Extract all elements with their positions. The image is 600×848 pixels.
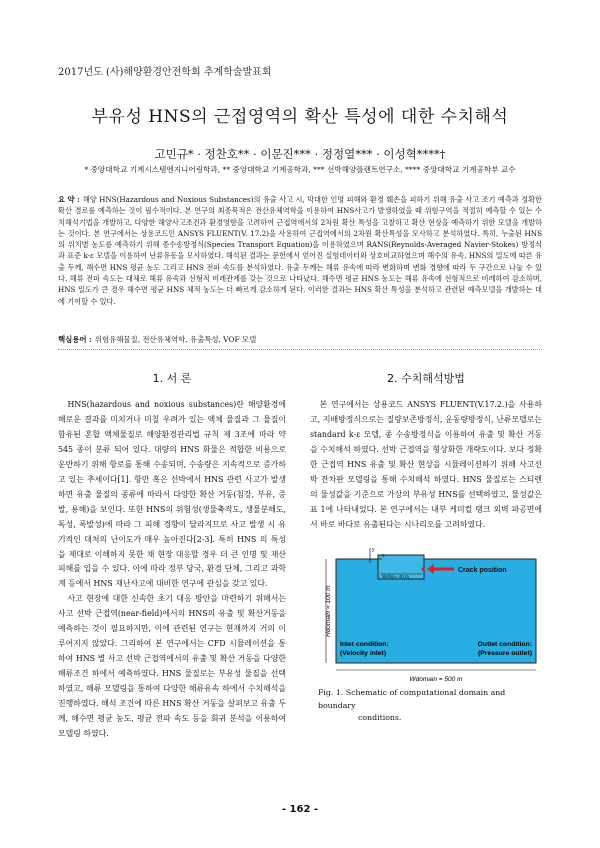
introduction-paragraph: 사고 현장에 대한 신속한 초기 대응 방안을 마련하기 위해서는 사고 선박 근접역(near-field)에서의 HNS의 유출 및 확산거동을 예측하는 것이 필요하지만, 이에 관련된 연구는 현재까지 거의 이루어지지 않았다. 그리하여 본 연구에서는 CFD 시뮬레이션을 통하여 HNS 별 사고 선박 근접역에서의 유출 및 확산 거동을 다양한 해류조건 하에서 예측하였다. HNS 물질로는 부유성 물질을 선택하였고, 해류 모델링을 통하여 다양한 해류유속 하에서 수치해석을 진행하였다. 해석 조건에 따른 HNS 확산 거동을 살펴보고 유출 두께, 해수면 평균 농도, 평균 전파 속도 등을 회귀 분석을 이용하여 모델링 하였다.: [58, 594, 286, 738]
x-axis-letter: x: [382, 553, 385, 559]
figure-caption-line1: Fig. 1. Schematic of computational domain and boundary: [318, 688, 506, 710]
introduction-body: [58, 398, 286, 742]
affiliation-list: * 중앙대학교 기계시스템엔지니어링학과, ** 중앙대학교 기계공학과, *** 선박해양플랜트연구소, **** 중앙대학교 기계공학부 교수: [84, 165, 516, 174]
introduction-paragraph: HNS(hazardous and noxious substances)란 해양환경에 해로운 결과를 미치거나 미칠 우려가 있는 액체 물질과 그 물질이 함유된 혼합 액체물질로 해양환경관리법 규칙 제 3조에 따라 약 545 종이 분류 되어 있다. 대량의 HNS 화물은 적합한 비용으로 운반하기 위해 항로를 통해 수송되며, 수송량은 지속적으로 증가하고 있는 추세이다[1]. 항만 혹은 선박에서 HNS 관련 사고가 발생하면 유출 물질의 종류에 따라서 다양한 확산 거동(침강, 부유, 증발, 용해)을 보인다. 또한 HNS의 위험성(생물축적도, 생물분해도, 독성, 폭발성)에 따라 그 피해 경향이 달라지므로 사고 발생 시 유기적인 대처의 난이도가 매우 높아진다[2-3]. 특히 HNS 의 특성을 제대로 이해하지 못한 채 현장 대응할 경우 더 큰 인명 및 재산 피해를 입을 수 있다. 이에 따라 정부 당국, 환경 단체, 그리고 과학계 등에서 HNS 재난사고에 대비한 연구에 관심을 갖고 있다.: [58, 400, 286, 589]
domain-schematic-figure: [318, 545, 542, 685]
conference-header: 2017년도 (사)해양환경안전학회 추계학술발표회: [58, 67, 272, 78]
paper-title: 부유성 HNS의 근접영역의 확산 특성에 대한 수치해석: [91, 107, 509, 127]
abstract: [58, 194, 542, 307]
inlet-condition-title: Inlet condition:: [340, 641, 389, 648]
ship-width-label: Wship= 40 m: [382, 574, 409, 579]
figure-caption: [318, 687, 544, 725]
inlet-condition-sub: (Velocity inlet): [340, 650, 387, 657]
abstract-text: 해양 HNS(Hazardous and Noxious Substances)의 유출 사고 시, 막대한 인명 피해와 환경 훼손을 피하기 위해 유출 사고 조기 예측과 정확한 확산 경로를 예측하는 것이 필수적이다. 본 연구의 최종목적은 전산유체역학을 이용하여 HNS사고가 발생하였을 때 위험구역을 적절히 예측할 수 있는 수치해석기법을 개발하고, 다양한 해양사고조건과 환경영향을 고려하여 근접역에서의 2차원 확산 특성을 고찰하고 확산 현상을 예측하기 위한 모델을 개발하는 것이다. 본 연구에서는 상용코드인 ANSYS FLUENT(V. 17.2)을 사용하여 근접역에서의 2차원 확산특성을 모사하고 분석하였다. 특히, 누출된 HNS의 위치별 농도를 예측하기 위해 종수송방정식(Species Transport Equation)을 이용하였으며 RANS(Reynolds-Averaged Navier-Stokes) 방정식과 표준 k-ε 모델을 이용하여 난류유동을 모사하였다. 해석된 결과는 문헌에서 얻어진 실험데이터와 상호비교하였으며 해수의 유속, HNS의 밀도에 따른 유출 두께, 해수면 HNS 평균 농도 그리고 HNS 전파 속도를 분석하였다. 유출 두께는 해류 유속에 따라 변화하며 변화 경향에 따라 두 구간으로 나눌 수 있다. 해류 전파 속도는 대체로 해류 유속과 선형적 비례관계를 갖는 것으로 나타났다. 해수면 평균 HNS 농도는 해류 유속에 선형적으로 비례하여 감소하며, HNS 밀도가 큰 경우 해수면 평균 HNS 체적 농도는 더 빠르게 감소하게 된다. 이러한 결과는 HNS 확산 특성을 분석하고 관련된 예측모델을 개발하는 데에 기여할 수 있다.: [58, 195, 542, 306]
keywords-text: 위험유해물질, 전산유체역학, 유출특성, VOF 모델: [94, 335, 257, 344]
page-number: - 162 -: [281, 804, 319, 815]
height-label: Hdomain = 100 m: [325, 585, 332, 637]
crack-marker: [421, 567, 424, 570]
crack-position-label: Crack position: [458, 567, 507, 574]
outlet-condition-title: Outlet condition:: [477, 641, 532, 648]
y-axis-letter: y: [372, 547, 375, 553]
divider: [58, 349, 542, 350]
outlet-condition-sub: (Pressure outlet): [477, 650, 532, 657]
methods-paragraph: 본 연구에서는 상용코드 ANSYS FLUENT(V.17.2.)을 사용하고, 지배방정식으로는 질량보존방정식, 운동량방정식, 난류모델로는 standard k-ε 모델, 종 수송방정식을 이용하여 유출 및 확산 거동을 수치해석 하였다. 선박 근접역을 형상화한 개략도이다. 보다 정확한 근접역 HNS 유출 및 확산 현상을 시뮬레이션하기 위해 사고선박 잔차판 모델링을 통해 수치해석 하였다. HNS 물질로는 스티렌의 물성값을 기준으로 가상의 부유성 HNS를 선택하였고, 물성값은 표 1에 나타내었다. 본 연구에서는 내부 케미컬 탱크 외벽 파공면에서 바로 바다로 유출된다는 시나리오를 고려하였다.: [310, 400, 542, 529]
keywords-label: 핵심용어 :: [58, 335, 92, 344]
keywords: [58, 334, 542, 345]
figure-caption-line2: conditions.: [358, 713, 402, 722]
methods-body: [310, 398, 542, 533]
width-label: Wdomain = 500 m: [409, 676, 463, 683]
section-heading-methods: 2. 수치해석방법: [387, 372, 465, 385]
author-list: 고민규* · 정찬호** · 이문진*** · 정정열*** · 이성혁****†: [154, 147, 446, 161]
section-heading-introduction: 1. 서 론: [152, 372, 192, 385]
abstract-label: 요 약 :: [58, 195, 80, 204]
